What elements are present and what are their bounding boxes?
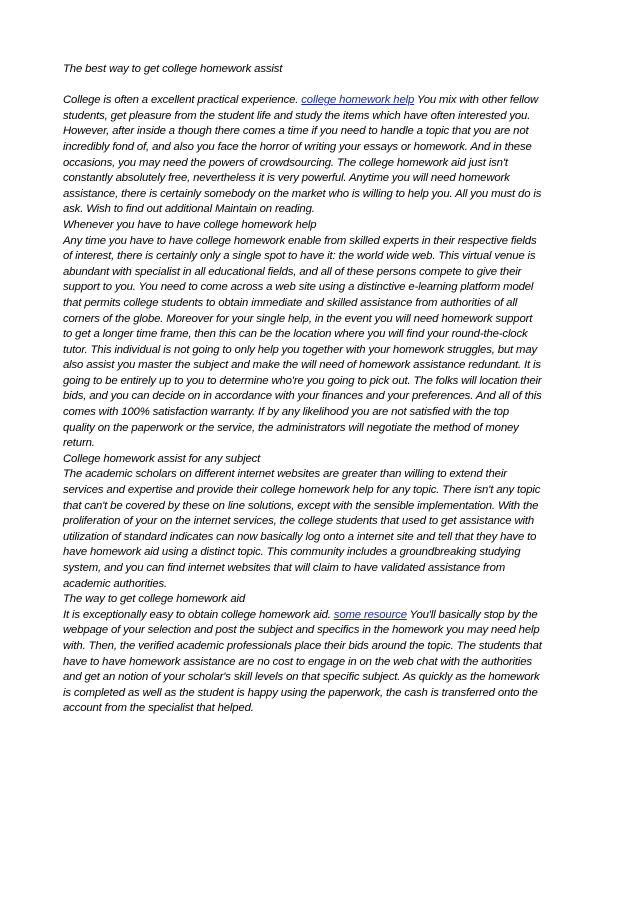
paragraph-help [63,234,578,452]
paragraph-line: with. Then, the verified academic professionals place their bids around the topic. The students that [63,639,542,652]
section-heading-how-to: The way to get college homework aid [63,593,246,606]
paragraph-line: tutor. This individual is not going to only help you together with your homework struggles, but may [63,343,538,356]
paragraph-line: Any time you have to have college homework enable from skilled experts in their respective fields [63,234,537,247]
paragraph-line: corners of the globe. Moreover for your single help, in the event you will need homework support [63,312,533,325]
text-run: College is often a excellent practical experience. [63,94,302,107]
paragraph-line: bids, and you can decide on in accordance with your finances and your preferences. And all of this [63,390,542,403]
paragraph-line [63,93,578,109]
paragraph-intro [63,93,578,218]
paragraph-line: utilization of standard indicates can now basically log onto a internet site and tell that they have to [63,530,537,543]
paragraph-line: support to you. You need to come across a web site using a distinctive e-learning platform model [63,281,534,294]
paragraph-line: The academic scholars on different internet websites are greater than willing to extend their [63,468,507,481]
paragraph-line: proliferation of your on the internet services, the college students that used to get assistance with [63,515,535,528]
paragraph-line: have to have homework assistance are no cost to engage in on the web chat with the authorities [63,655,532,668]
paragraph-line: abundant with specialist in all educational fields, and all of these persons compete to give their [63,265,522,278]
text-run: You'll basically stop by the [406,608,538,621]
paragraph-line: services and expertise and provide their college homework help for any topic. There isn't any topic [63,484,541,497]
paragraph-how-to [63,608,578,717]
paragraph-line: occasions, you may need the powers of crowdsourcing. The college homework aid just isn't [63,156,508,169]
paragraph-line: However, after inside a though there comes a time if you need to handle a topic that you are not [63,125,529,138]
paragraph-line: ask. Wish to find out additional Maintain on reading. [63,203,315,216]
paragraph-line: constantly absolutely free, nevertheless it is very powerful. Anytime you will need homework [63,172,510,185]
paragraph-line: comes with 100% satisfaction warranty. If by any likelihood you are not satisfied with the top [63,406,509,419]
text-run: It is exceptionally easy to obtain college homework aid. [63,608,334,621]
document-title: The best way to get college homework assist [63,63,283,75]
section-heading-help: Whenever you have to have college homework help [63,218,317,231]
paragraph-any-subject [63,467,578,592]
paragraph-line: that can't be covered by these on line solutions, except with the sensible implementation. With the [63,499,539,512]
college-homework-help-link[interactable]: college homework help [301,94,415,107]
section-heading-any-subject: College homework assist for any subject [63,452,261,465]
paragraph-line: return. [63,437,95,450]
paragraph-line: have homework aid using a distinct topic. This community includes a groundbreaking studying [63,546,521,559]
blank-line [63,78,578,94]
paragraph-line: webpage of your selection and post the subject and specifics in the homework you may need help [63,624,540,637]
some-resource-link[interactable]: some resource [333,608,407,621]
paragraph-line: system, and you can find internet websites that will claim to have validated assistance from [63,562,506,574]
document-page [63,62,578,717]
paragraph-line: and get an notion of your scholar's skill levels on that specific subject. As quickly as the homework [63,671,540,684]
paragraph-line: also assist you master the subject and make the will need of homework assistance redundant. It is [63,359,541,372]
paragraph-line: is completed as well as the student is happy using the paperwork, the cash is transferred onto the [63,686,538,699]
text-run: You mix with other fellow [414,94,539,107]
paragraph-line: students, get pleasure from the student life and study the items which have often interested you. [63,109,531,122]
paragraph-line: academic authorities. [63,577,168,590]
paragraph-line: incredibly fond of, and also you face the horror of writing your essays or homework. And in these [63,140,532,153]
paragraph-line [63,608,578,624]
paragraph-line: quality on the paperwork or the service, the administrators will negotiate the method of money [63,421,519,434]
paragraph-line: account from the specialist that helped. [63,702,254,715]
paragraph-line: of interest, there is certainly only a single spot to have it: the world wide web. This virtual venue is [63,250,536,263]
paragraph-line: going to be entirely up to you to determine who're you going to pick out. The folks will location their [63,374,542,387]
paragraph-line: to get a longer time frame, then this can be the location where you will find your round-the-clock [63,328,528,341]
paragraph-line: assistance, there is certainly somebody on the market who is willing to help you. All you must do is [63,187,542,200]
paragraph-line: that permits college students to obtain immediate and skilled assistance from authorities of all [63,296,518,309]
